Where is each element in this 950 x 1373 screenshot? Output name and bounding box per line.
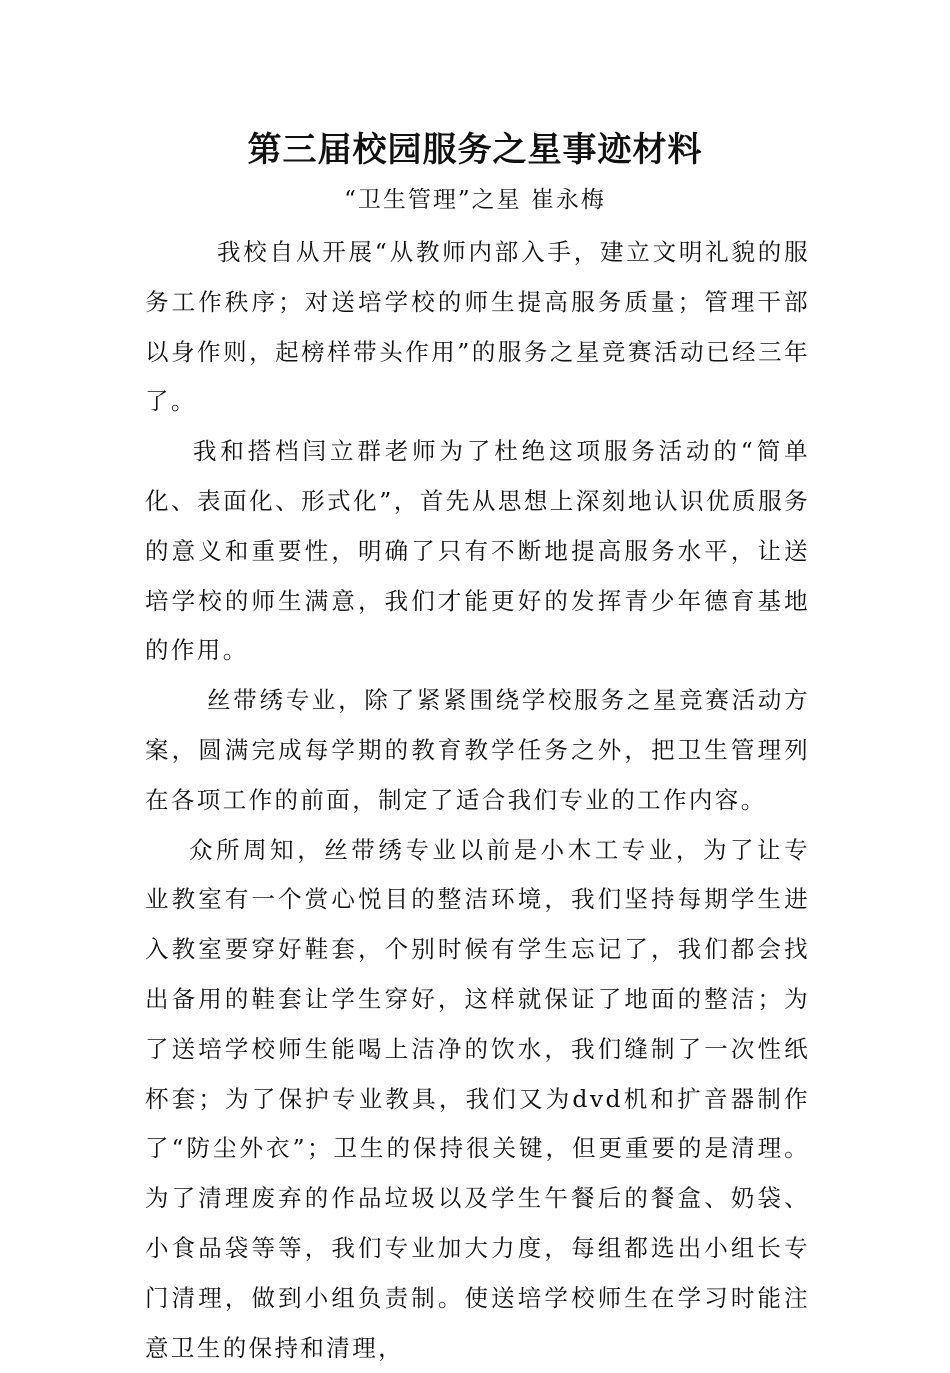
- paragraph-3: 丝带绣专业，除了紧紧围绕学校服务之星竞赛活动方案，圆满完成每学期的教育教学任务之外，把卫生管理列在各项工作的前面，制定了适合我们专业的工作内容。: [145, 686, 810, 814]
- document-subtitle: “卫生管理”之星 崔永梅: [344, 187, 606, 213]
- paragraph-1: 我校自从开展“从教师内部入手，建立文明礼貌的服务工作秩序；对送培学校的师生提高服务质量；管理干部以身作则，起榜样带头作用”的服务之星竞赛活动已经三年了。: [145, 238, 810, 416]
- document-title: 第三届校园服务之星事迹材料: [247, 130, 703, 170]
- paragraph-2: 我和搭档闫立群老师为了杜绝这项服务活动的“简单化、表面化、形式化”，首先从思想上深刻地认识优质服务的意义和重要性，明确了只有不断地提高服务水平，让送培学校的师生满意，我们才能更好的发挥青少年德育基地的作用。: [145, 437, 810, 665]
- paragraph-4: 众所周知，丝带绣专业以前是小木工专业，为了让专业教室有一个赏心悦目的整洁环境，我们坚持每期学生进入教室要穿好鞋套，个别时候有学生忘记了，我们都会找出备用的鞋套让学生穿好，这样就保证了地面的整洁；为了送培学校师生能喝上洁净的饮水，我们缝制了一次性纸杯套；为了保护专业教具，我们又为dvd机和扩音器制作了“防尘外衣”；卫生的保持很关键，但更重要的是清理。为了清理废弃的作品垃圾以及学生午餐后的餐盒、奶袋、小食品袋等等，我们专业加大力度，每组都选出小组长专门清理，做到小组负责制。使送培学校师生在学习时能注意卫生的保持和清理，: [145, 835, 810, 1362]
- document-body: [145, 228, 810, 1373]
